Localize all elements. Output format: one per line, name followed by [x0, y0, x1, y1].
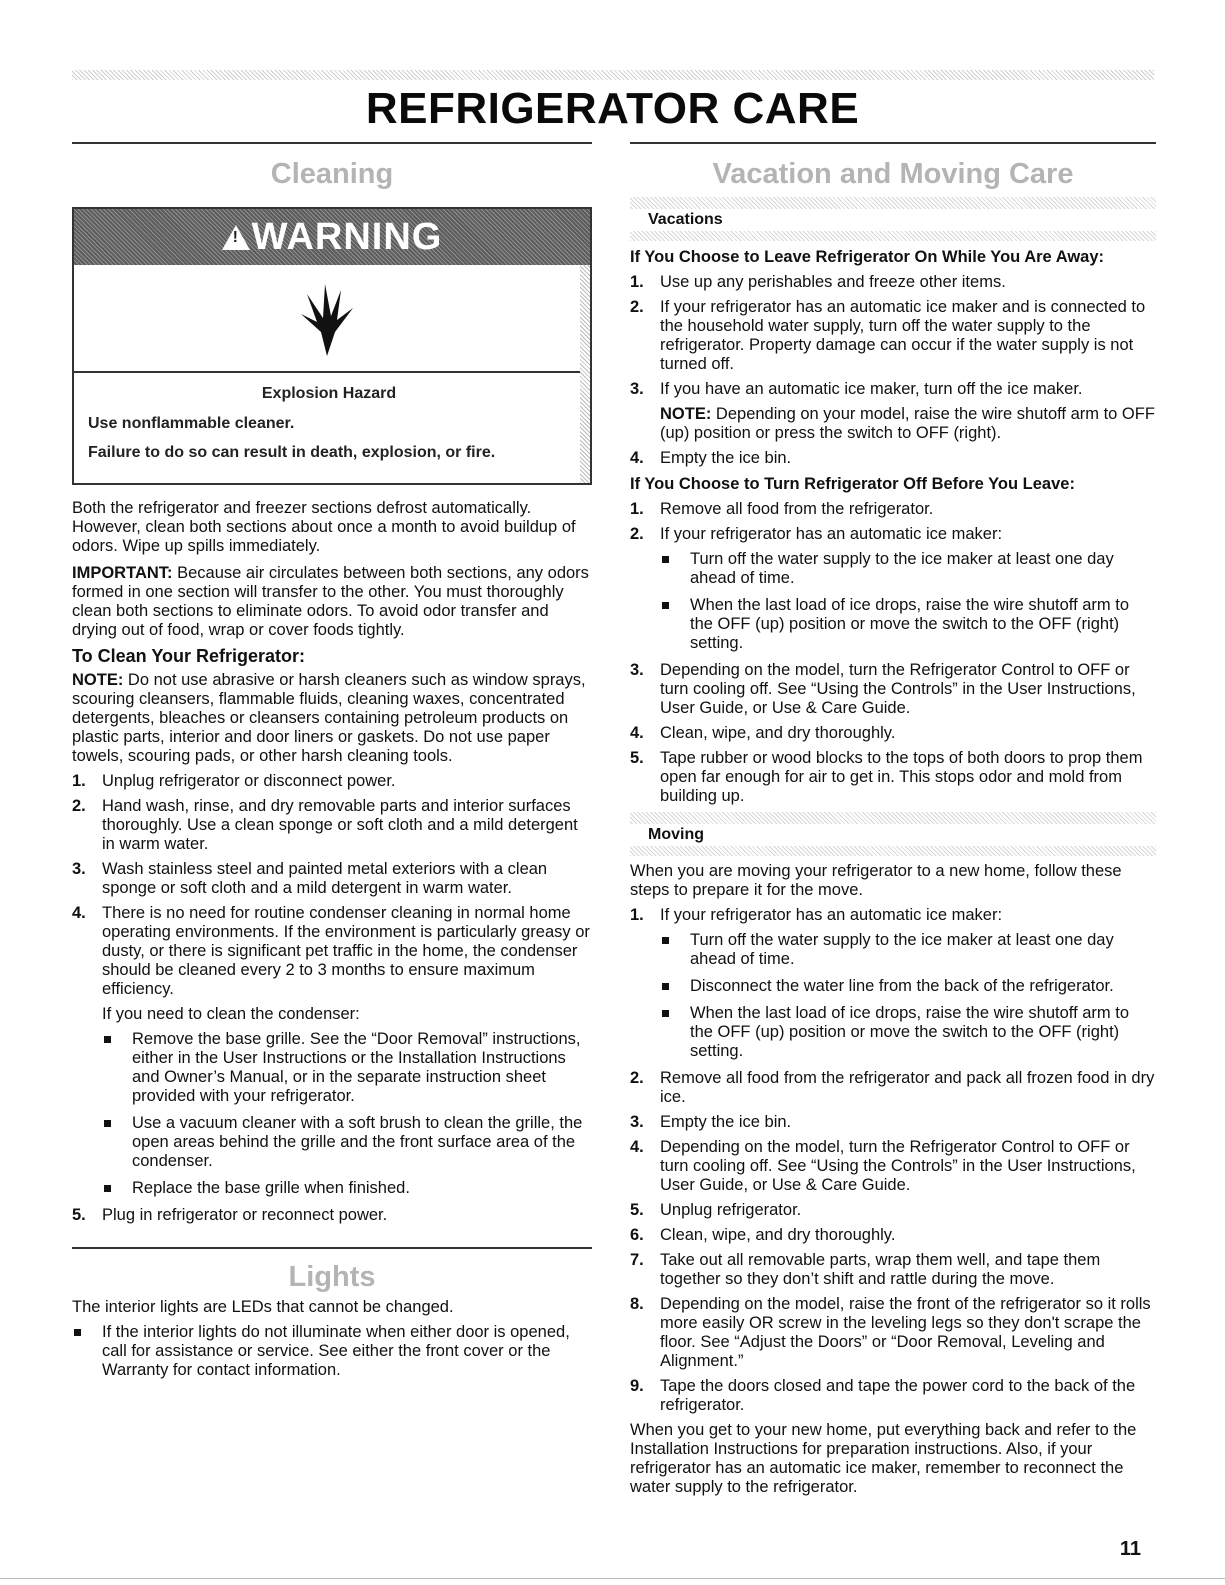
divider: [630, 142, 1156, 144]
condenser-bullets: [102, 1030, 592, 1198]
warning-word: WARNING: [251, 215, 443, 258]
list-item: 1. Remove all food from the refrigerator.: [630, 500, 934, 518]
list-item: 5. Tape rubber or wood blocks to the tops of both doors to prop them open far enough for air to get in. This stops odor and mold from building up.: [630, 749, 1143, 805]
list-item: 2. Remove all food from the refrigerator and pack all frozen food in dry ice.: [630, 1069, 1155, 1106]
section-title-cleaning: Cleaning: [270, 158, 394, 190]
list-item: 3. If you have an automatic ice maker, turn off the ice maker. NOTE: Depending on your model, raise the wire shutoff arm to OFF (up) position or press the switch to OFF (right).: [630, 380, 1155, 442]
list-item: 3. Depending on the model, turn the Refrigerator Control to OFF or turn cooling off. See “Using the Controls” in the User Instructions, User Guide, or Use & Care Guide.: [630, 661, 1136, 717]
divider: [72, 142, 592, 144]
section-title-vacation: Vacation and Moving Care: [712, 158, 1074, 190]
list-item: 6. Clean, wipe, and dry thoroughly.: [630, 1226, 896, 1244]
top-pattern-band: [72, 70, 1154, 80]
note-text: Do not use abrasive or harsh cleaners such as window sprays, scouring cleansers, flammable fluids, cleaning waxes, concentrated detergents, bleaches or cleansers containing petroleum products on plastic parts, interior and door liners or gaskets. Do not use paper towels, scouring pads, or other harsh cleaning tools.: [72, 671, 586, 765]
alert-triangle-icon: [222, 225, 250, 250]
turn-off-steps: [630, 500, 1156, 806]
list-item: Remove the base grille. See the “Door Removal” instructions, either in the User Instructions or the Installation Instructions and Owner’s Manual, or in the separate instruction sheet provided with your refrigerator.: [102, 1030, 592, 1106]
moving-steps: [630, 906, 1156, 1415]
list-item: 8. Depending on the model, raise the front of the refrigerator so it rolls more easily OR screw in the leveling legs so they don't scrape the floor. See “Adjust the Doors” or “Door Removal, Leveling and Alignment.”: [630, 1295, 1151, 1370]
list-item: 2. If your refrigerator has an automatic ice maker: Turn off the water supply to the ice maker at least one day ahead of time. When the last load of ice drops, raise the wire shutoff arm to the OFF (up) position or move the switch to the OFF (right) setting.: [630, 525, 1156, 653]
list-item: 3. Wash stainless steel and painted metal exteriors with a clean sponge or soft cloth and a mild detergent in warm water.: [72, 860, 548, 897]
important-text: Because air circulates between both sections, any odors formed in one section will transfer to the other. You must thoroughly clean both sections to eliminate odors. To avoid odor transfer and drying out of food, wrap or cover foods tightly.: [72, 564, 589, 639]
subhead-clean: To Clean Your Refrigerator:: [72, 646, 306, 666]
moving-outro: When you get to your new home, put everything back and refer to the Installation Instructions for preparation instructions. Also, if your refrigerator has an automatic ice maker, remember to reconnect the water supply to the refrigerator.: [630, 1421, 1137, 1496]
list-item: Turn off the water supply to the ice maker at least one day ahead of time.: [660, 931, 1156, 969]
list-item: 4. Empty the ice bin.: [630, 449, 792, 467]
warning-box: [72, 207, 592, 485]
lights-intro: The interior lights are LEDs that cannot be changed.: [72, 1298, 454, 1316]
warning-line: Failure to do so can result in death, explosion, or fire.: [88, 444, 496, 461]
list-item: When the last load of ice drops, raise the wire shutoff arm to the OFF (up) position or move the switch to the OFF (right) setting.: [660, 1004, 1156, 1061]
list-item: 7. Take out all removable parts, wrap them well, and tape them together so they don’t shift and rattle during the move.: [630, 1251, 1101, 1288]
left-column: [72, 142, 592, 1388]
leave-on-heading: If You Choose to Leave Refrigerator On While You Are Away:: [630, 248, 1105, 266]
list-item: 9. Tape the doors closed and tape the power cord to the back of the refrigerator.: [630, 1377, 1136, 1414]
note-label: NOTE:: [72, 671, 124, 689]
vacations-label: Vacations: [644, 211, 727, 229]
moving-intro: When you are moving your refrigerator to a new home, follow these steps to prepare it for the move.: [630, 862, 1122, 899]
list-item: 3. Empty the ice bin.: [630, 1113, 792, 1131]
leave-on-steps: [630, 273, 1156, 468]
list-item: When the last load of ice drops, raise the wire shutoff arm to the OFF (up) position or move the switch to the OFF (right) setting.: [660, 596, 1156, 653]
page-title: REFRIGERATOR CARE: [365, 84, 860, 133]
section-title-lights: Lights: [288, 1261, 376, 1293]
list-item: 5. Plug in refrigerator or reconnect power.: [72, 1206, 388, 1224]
list-item: 1. If your refrigerator has an automatic ice maker: Turn off the water supply to the ice maker at least one day ahead of time. Disconnect the water line from the back of the refrigerator. When the last load of ice drops, raise the wire shutoff arm to the OFF (up) position or move the switch to the OFF (right) setting.: [630, 906, 1156, 1061]
step4-note: If you need to clean the condenser:: [102, 1005, 360, 1023]
cleaning-intro: Both the refrigerator and freezer sections defrost automatically. However, clean both sections about once a month to avoid buildup of odors. Wipe up spills immediately.: [72, 499, 576, 555]
list-item: Use a vacuum cleaner with a soft brush to clean the grille, the open areas behind the grille and the front surface area of the condenser.: [102, 1114, 592, 1171]
warning-header: [74, 209, 590, 265]
warning-line: Use nonflammable cleaner.: [88, 415, 295, 432]
vacations-band: [630, 197, 1156, 241]
cleaning-steps: [72, 772, 592, 1225]
list-item: 2. If your refrigerator has an automatic ice maker and is connected to the household water supply, turn off the water supply to the refrigerator. Property damage can occur if the water supply is not turned off.: [630, 298, 1146, 373]
important-label: IMPORTANT:: [72, 564, 173, 582]
hazard-title: Explosion Hazard: [261, 385, 397, 402]
moving-label: Moving: [644, 826, 708, 844]
warning-side-pattern: [580, 265, 590, 483]
list-item: Disconnect the water line from the back of the refrigerator.: [660, 977, 1156, 996]
list-item: If the interior lights do not illuminate when either door is opened, call for assistance or service. See either the front cover or the Warranty for contact information.: [72, 1323, 592, 1380]
important-paragraph: [72, 564, 592, 640]
divider: [72, 1247, 592, 1249]
explosion-icon: [74, 265, 580, 373]
list-item: 1. Use up any perishables and freeze other items.: [630, 273, 1006, 291]
turn-off-heading: If You Choose to Turn Refrigerator Off Before You Leave:: [630, 475, 1075, 493]
list-item: 4. Clean, wipe, and dry thoroughly.: [630, 724, 896, 742]
list-item: 4. There is no need for routine condenser cleaning in normal home operating environments. If the environment is particularly greasy or dusty, or there is significant pet traffic in the home, the condenser should be cleaned every 2 to 3 months to ensure maximum efficiency. If you need to clean the condenser: Remove the base grille. See the “Door Removal” instructions, either in the User Instructions or the Installation Instructions and Owner’s Manual, or in the separate instruction sheet provided with your refrigerator. Use a vacuum cleaner with a soft brush to clean the grille, the open areas behind the grille and the front surface area of the condenser. Replace the base grille when finished.: [72, 904, 592, 1198]
turn-off-bullets: [660, 550, 1156, 653]
lights-bullets: [72, 1323, 592, 1380]
right-column: [630, 142, 1156, 1497]
page-number: 11: [1119, 1538, 1141, 1560]
list-item: Replace the base grille when finished.: [102, 1179, 592, 1198]
leave-on-note: NOTE: Depending on your model, raise the wire shutoff arm to OFF (up) position or press the switch to OFF (right).: [660, 405, 1155, 442]
note-paragraph: [72, 671, 592, 766]
list-item: Turn off the water supply to the ice maker at least one day ahead of time.: [660, 550, 1156, 588]
bottom-divider: [0, 1578, 1225, 1579]
list-item: 1. Unplug refrigerator or disconnect power.: [72, 772, 396, 790]
moving-bullets: [660, 931, 1156, 1061]
list-item: 2. Hand wash, rinse, and dry removable parts and interior surfaces thoroughly. Use a clean sponge or soft cloth and a mild detergent in warm water.: [72, 797, 578, 853]
list-item: 4. Depending on the model, turn the Refrigerator Control to OFF or turn cooling off. See “Using the Controls” in the User Instructions, User Guide, or Use & Care Guide.: [630, 1138, 1136, 1194]
moving-band: [630, 812, 1156, 856]
list-item: 5. Unplug refrigerator.: [630, 1201, 802, 1219]
